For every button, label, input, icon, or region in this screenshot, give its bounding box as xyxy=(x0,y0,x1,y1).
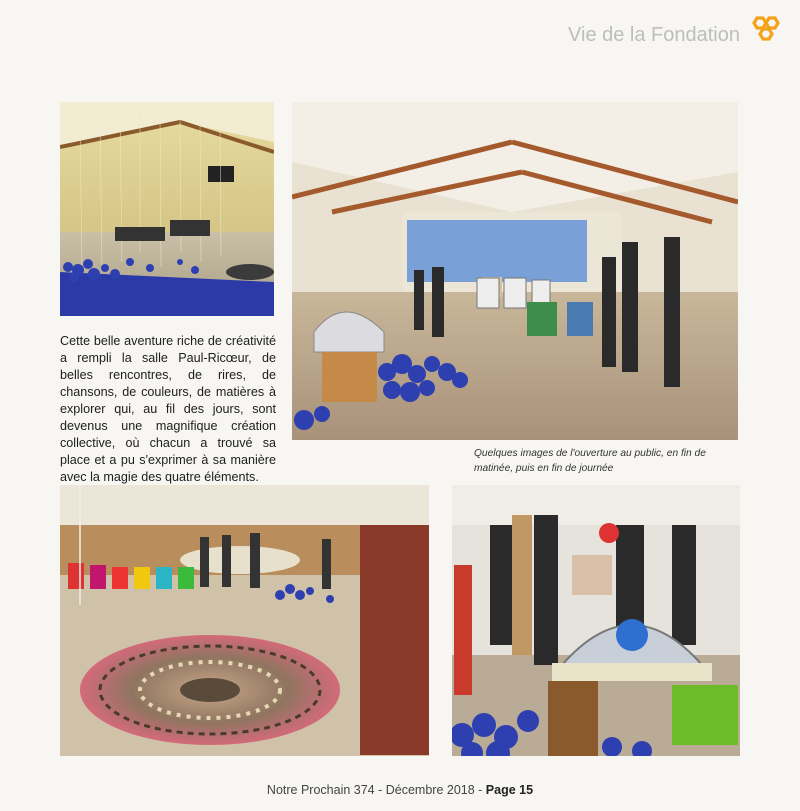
photo-caption: Quelques images de l'ouverture au public, en fin de matinée, puis en fin de journée xyxy=(474,448,706,474)
publication-label: Notre Prochain 374 - Décembre 2018 - xyxy=(266,783,483,797)
section-title-text: Vie de la Fondation xyxy=(568,24,740,46)
photo-hall-visitors xyxy=(292,102,738,440)
section-title xyxy=(560,20,740,50)
page-number: Page 15 xyxy=(485,783,534,797)
photo-visitors-dome xyxy=(452,485,740,756)
honeycomb-logo-icon xyxy=(748,16,782,50)
photo-room-threads xyxy=(60,102,274,316)
article-body-text: Cette belle aventure riche de créativité a rempli la salle Paul-Ricœur, de belles rencontres, de rires, de chansons, de couleurs, de matières à explorer qui, au fil des jours, sont devenus une magnifique création collective, où chacun a trouvé sa place et a pu s'exprimer à sa manière avec la magie des quatre éléments. xyxy=(60,334,276,484)
photo-floor-mandala xyxy=(60,485,429,756)
page-footer xyxy=(0,783,800,797)
